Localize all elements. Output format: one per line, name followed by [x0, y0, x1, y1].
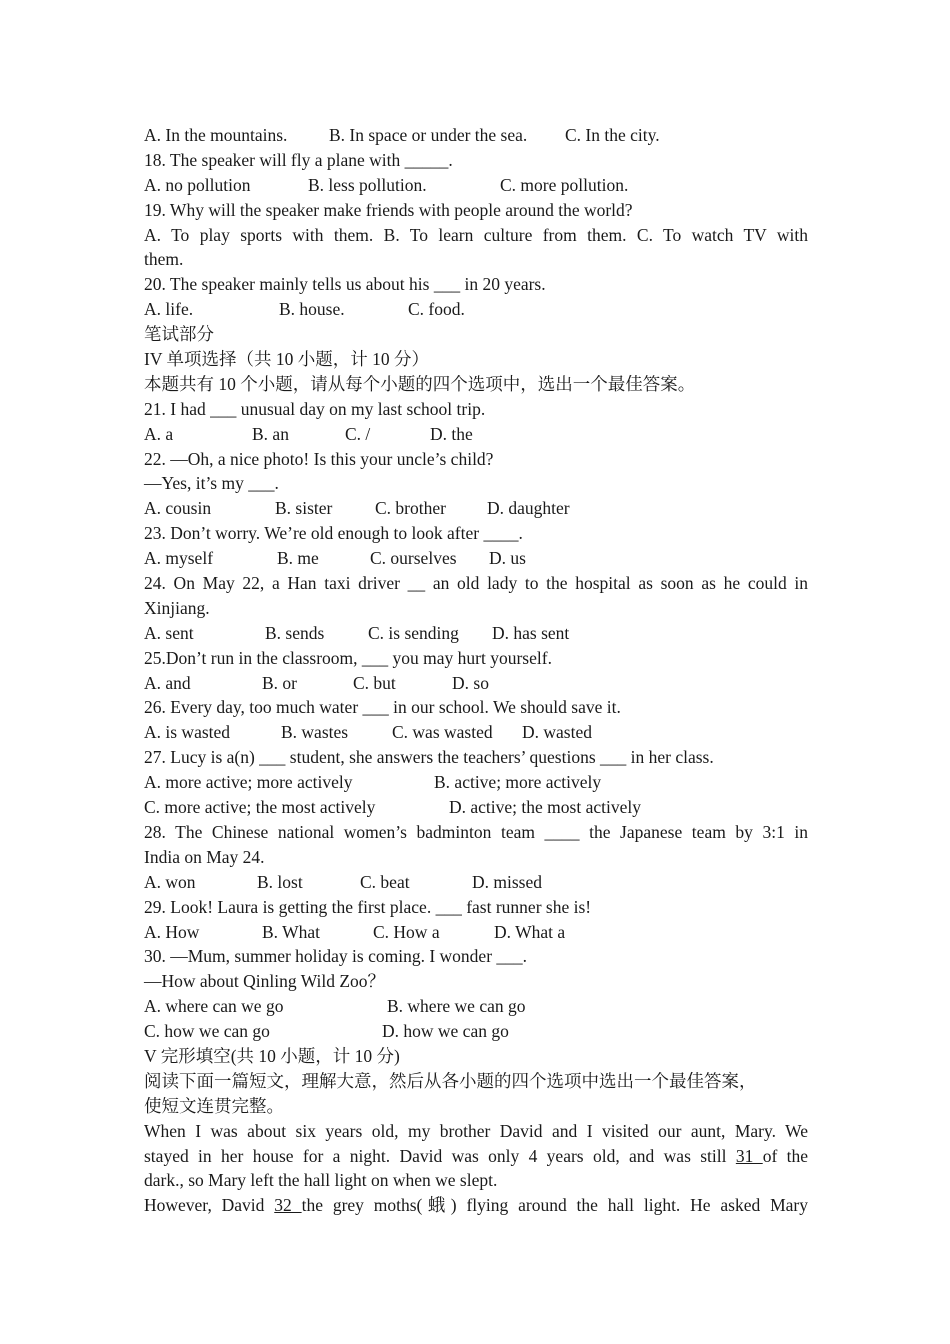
q24-options: [144, 621, 808, 646]
q28-stem: 28. The Chinese national women’s badminton team ____ the Japanese team by 3:1 in: [144, 821, 808, 842]
q22-stem: 22. —Oh, a nice photo! Is this your uncle’s child?: [144, 448, 494, 469]
q22-reply: —Yes, it’s my ___.: [144, 473, 279, 494]
option-a: A. a: [144, 423, 174, 444]
option-c: C. beat: [360, 871, 410, 892]
option-a: A. is wasted: [144, 722, 231, 743]
option-c: C. more pollution.: [500, 174, 629, 195]
q27-options-cd: [144, 795, 808, 820]
option-a: A. myself: [144, 548, 214, 569]
option-b: B. sends: [265, 622, 325, 643]
section-v-instructions-continued: 使短文连贯完整。: [144, 1095, 284, 1116]
q29-stem: 29. Look! Laura is getting the first place. ___ fast runner she is!: [144, 896, 592, 917]
option-c: C. How a: [373, 921, 440, 942]
option-b: B. house.: [279, 299, 345, 320]
passage-line-1: When I was about six years old, my brother David and I visited our aunt, Mary. We: [144, 1120, 808, 1141]
option-c: C. how we can go: [144, 1021, 270, 1042]
q23-options: [144, 546, 808, 571]
option-b: B. sister: [275, 498, 333, 519]
option-d: D. has sent: [492, 622, 570, 643]
option-d: D. so: [452, 672, 489, 693]
option-b: B. active; more actively: [434, 772, 602, 793]
option-b: B. lost: [257, 871, 303, 892]
passage-line-3: dark., so Mary left the hall light on when we slept.: [144, 1170, 498, 1191]
q17-options: [144, 123, 808, 148]
option-b: B. me: [277, 548, 319, 569]
option-d: D. missed: [472, 871, 542, 892]
option-a: A. and: [144, 672, 191, 693]
q21-stem: 21. I had ___ unusual day on my last school trip.: [144, 398, 486, 419]
q18-options: [144, 173, 808, 198]
q24-stem: 24. On May 22, a Han taxi driver __ an old lady to the hospital as soon as he could in: [144, 573, 808, 594]
written-section-heading: 笔试部分: [144, 324, 214, 345]
passage-line-4: However, David 32 the grey moths(蛾) flying around the hall light. He asked Mary: [144, 1195, 808, 1216]
q26-stem: 26. Every day, too much water ___ in our school. We should save it.: [144, 697, 621, 718]
option-a: A. won: [144, 871, 196, 892]
option-c: C. In the city.: [565, 125, 660, 145]
option-b: B. What: [262, 921, 321, 942]
section-iv-instructions: 本题共有 10 个小题，请从每个小题的四个选项中，选出一个最佳答案。: [144, 373, 696, 394]
section-iv-heading: IV 单项选择（共 10 小题，计 10 分）: [144, 349, 430, 370]
option-d: D. What a: [494, 921, 566, 942]
option-a: A. How: [144, 921, 200, 942]
q21-options: [144, 422, 808, 447]
option-b: B. wastes: [281, 722, 349, 743]
q25-options: [144, 671, 808, 696]
q30-reply: —How about Qinling Wild Zoo？: [144, 971, 386, 992]
option-c: C. food.: [408, 299, 465, 320]
option-c: C. ourselves: [370, 548, 457, 569]
option-a: A. life.: [144, 299, 194, 320]
blank-32: 32: [274, 1195, 302, 1216]
q29-options: [144, 920, 808, 945]
option-c: C. brother: [375, 498, 446, 519]
option-d: D. us: [489, 548, 526, 569]
exam-page: [144, 123, 808, 1218]
option-d: D. active; the most actively: [449, 797, 641, 818]
option-d: D. wasted: [522, 722, 592, 743]
option-c: C. is sending: [368, 622, 459, 643]
q30-options-cd: [144, 1019, 808, 1044]
q30-options-ab: [144, 994, 808, 1019]
option-b: B. an: [252, 423, 289, 444]
option-c: C. /: [345, 423, 371, 444]
q28-options: [144, 870, 808, 895]
option-b: B. or: [262, 672, 297, 693]
option-a: A. cousin: [144, 498, 212, 519]
q25-stem: 25.Don’t run in the classroom, ___ you may hurt yourself.: [144, 647, 552, 668]
q19-options: A. To play sports with them. B. To learn culture from them. C. To watch TV with: [144, 224, 808, 245]
section-v-heading: V 完形填空(共 10 小题，计 10 分): [144, 1045, 400, 1066]
option-a: A. In the mountains.: [144, 125, 288, 145]
q27-stem: 27. Lucy is a(n) ___ student, she answers the teachers’ questions ___ in her class.: [144, 747, 714, 768]
q23-stem: 23. Don’t worry. We’re old enough to look after ____.: [144, 523, 523, 544]
q20-stem: 20. The speaker mainly tells us about his ___ in 20 years.: [144, 274, 546, 295]
option-b: B. where we can go: [387, 996, 526, 1017]
option-d: D. how we can go: [382, 1021, 509, 1042]
option-a: A. more active; more actively: [144, 772, 353, 793]
passage-line-2: stayed in her house for a night. David was only 4 years old, and was still 31 of the: [144, 1145, 809, 1166]
option-b: B. less pollution.: [308, 174, 427, 195]
option-b: B. In space or under the sea.: [329, 125, 528, 145]
option-a: A. where can we go: [144, 996, 284, 1017]
option-c: C. was wasted: [392, 722, 493, 743]
q19-options-continued: them.: [144, 249, 184, 270]
q22-options: [144, 496, 808, 521]
q24-stem-continued: Xinjiang.: [144, 597, 210, 618]
option-d: D. the: [430, 423, 473, 444]
option-a: A. no pollution: [144, 174, 251, 195]
q20-options: [144, 297, 808, 322]
option-c: C. but: [353, 672, 396, 693]
q27-options-ab: [144, 770, 808, 795]
q18-stem: 18. The speaker will fly a plane with _____.: [144, 149, 453, 170]
section-v-instructions: 阅读下面一篇短文，理解大意，然后从各小题的四个选项中选出一个最佳答案，: [144, 1070, 757, 1091]
option-a: A. sent: [144, 622, 194, 643]
blank-31: 31: [735, 1145, 763, 1166]
q26-options: [144, 720, 808, 745]
option-d: D. daughter: [487, 498, 570, 519]
q28-stem-continued: India on May 24.: [144, 846, 265, 867]
q30-stem: 30. —Mum, summer holiday is coming. I wonder ___.: [144, 946, 528, 967]
option-c: C. more active; the most actively: [144, 797, 376, 818]
q19-stem: 19. Why will the speaker make friends with people around the world?: [144, 199, 633, 220]
